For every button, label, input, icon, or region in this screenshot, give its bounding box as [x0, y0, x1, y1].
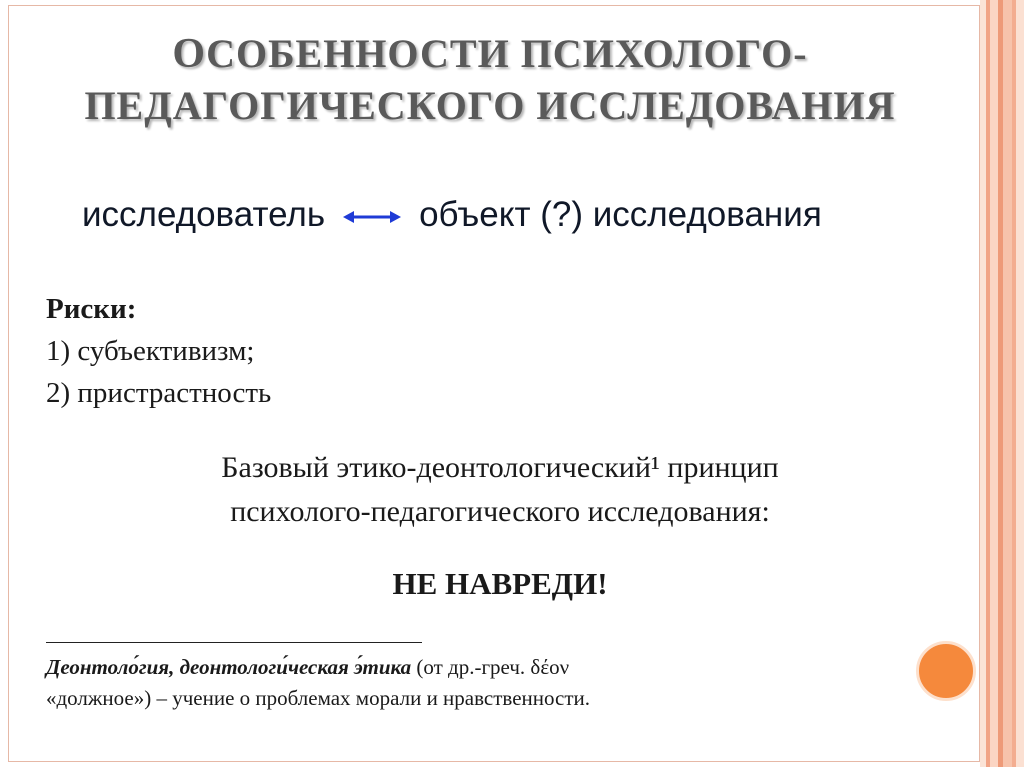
principle-line-2: психолого-педагогического исследования: — [230, 495, 770, 528]
double-arrow-icon — [343, 195, 401, 235]
footnote-line-1 — [46, 652, 886, 683]
decorative-stripes — [980, 0, 1024, 767]
footnote — [46, 652, 886, 714]
principle-line-1: Базовый этико-деонтологический¹ принцип — [221, 451, 779, 484]
relation-row — [82, 195, 822, 235]
slide-title — [40, 28, 940, 132]
title-initial: О — [172, 31, 207, 77]
risks-heading: Риски: — [46, 293, 137, 325]
accent-circle — [916, 641, 976, 701]
footnote-divider — [46, 642, 422, 643]
relation-right: объект (?) исследования — [419, 195, 822, 234]
risk-item: 2) пристрастность — [46, 377, 272, 409]
title-line-1-rest: СОБЕННОСТИ ПСИХОЛОГО- — [206, 31, 808, 76]
risk-item: 1) субъективизм; — [46, 335, 255, 367]
risks-block — [46, 288, 271, 414]
footnote-term: Деонтоло́гия, деонтологи́ческая э́тика — [46, 655, 412, 679]
footnote-line-1-rest: (от др.-греч. δέον — [411, 655, 570, 679]
footnote-line-2: «должное») – учение о проблемах морали и нравственности. — [46, 686, 591, 710]
motto: НЕ НАВРЕДИ! — [392, 566, 608, 601]
principle-text — [80, 446, 920, 534]
title-line-1 — [40, 28, 940, 80]
relation-left: исследователь — [82, 195, 326, 234]
title-line-2: ПЕДАГОГИЧЕСКОГО ИССЛЕДОВАНИЯ — [84, 83, 896, 128]
